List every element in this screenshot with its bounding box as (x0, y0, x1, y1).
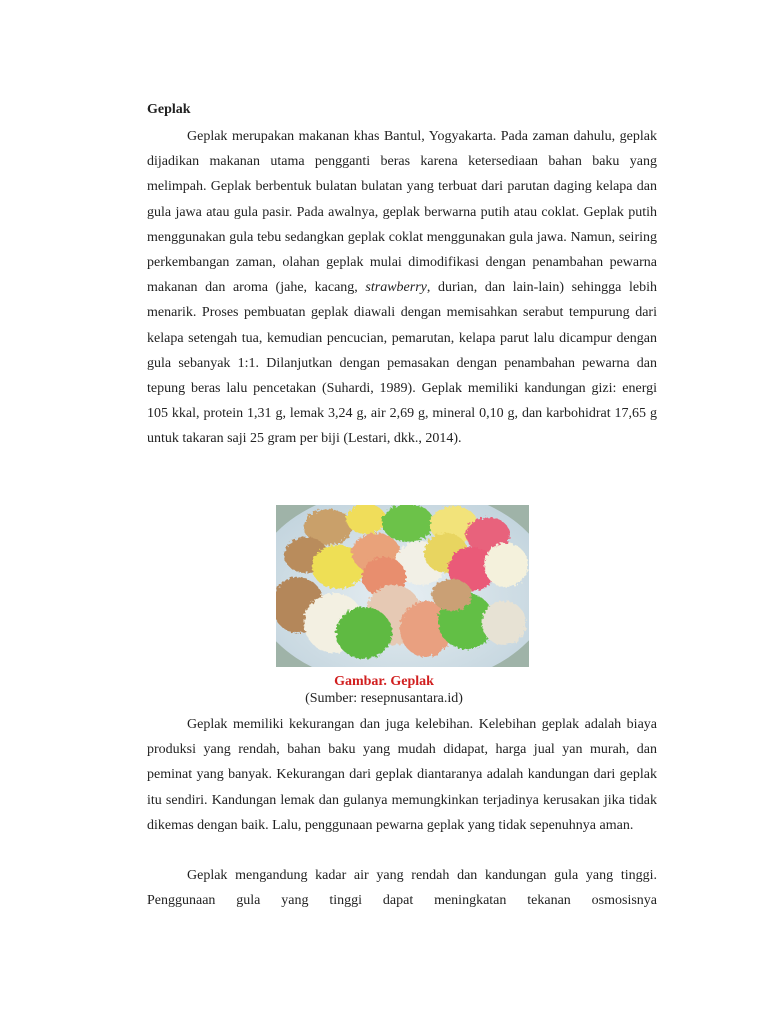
paragraph-pros-cons (147, 712, 657, 838)
paragraph-water-content-text: Geplak mengandung kadar air yang rendah dan kandungan gula yang tinggi. Penggunaan gula yang tinggi dapat meningkatan tekanan osmosisnya (147, 868, 657, 909)
figure-caption: Gambar. Geplak (334, 674, 434, 689)
paragraph-intro-text-b: , durian, dan lain-lain) sehingga lebih menarik. Proses pembuatan geplak diawali dengan memisahkan serabut tempurung dari kelapa setengah tua, kemudian pencucian, pemarutan, kelapa parut lalu dicampur dengan gula sebanyak 1:1. Dilanjutkan dengan pemasakan dengan penambahan pewarna dan tepung beras lalu pencetakan (Suhardi, 1989). Geplak memiliki kandungan gizi: energi 105 kkal, protein 1,31 g, lemak 3,24 g, air 2,69 g, mineral 0,10 g, dan karbohidrat 17,65 g untuk takaran saji 25 gram per biji (Lestari, dkk., 2014). (147, 280, 657, 447)
figure-source: (Sumber: resepnusantara.id) (305, 691, 463, 706)
paragraph-pros-cons-text: Geplak memiliki kekurangan dan juga kelebihan. Kelebihan geplak adalah biaya produksi yang rendah, bahan baku yang mudah didapat, harga jual yan murah, dan peminat yang banyak. Kekurangan dari geplak diantaranya adalah kandungan dari geplak itu sendiri. Kandungan lemak dan gulanya memungkinkan terjadinya kerusakan jika tidak dikemas dengan baik. Lalu, penggunaan pewarna geplak yang tidak sepenuhnya aman. (147, 717, 657, 833)
paragraph-intro-text-a: Geplak merupakan makanan khas Bantul, Yogyakarta. Pada zaman dahulu, geplak dijadikan makanan utama pengganti beras karena ketersediaan bahan baku yang melimpah. Geplak berbentuk bulatan bulatan yang terbuat dari parutan daging kelapa dan gula jawa atau gula pasir. Pada awalnya, geplak berwarna putih atau coklat. Geplak putih menggunakan gula tebu sedangkan geplak coklat menggunakan gula jawa. Namun, seiring perkembangan zaman, olahan geplak mulai dimodifikasi dengan penambahan pewarna makanan dan aroma (jahe, kacang, (147, 129, 657, 296)
section-heading: Geplak (147, 102, 191, 117)
italic-term: strawberry (365, 280, 427, 296)
paragraph-water-content (147, 863, 657, 913)
geplak-photo (276, 505, 529, 667)
paragraph-intro (147, 124, 657, 452)
